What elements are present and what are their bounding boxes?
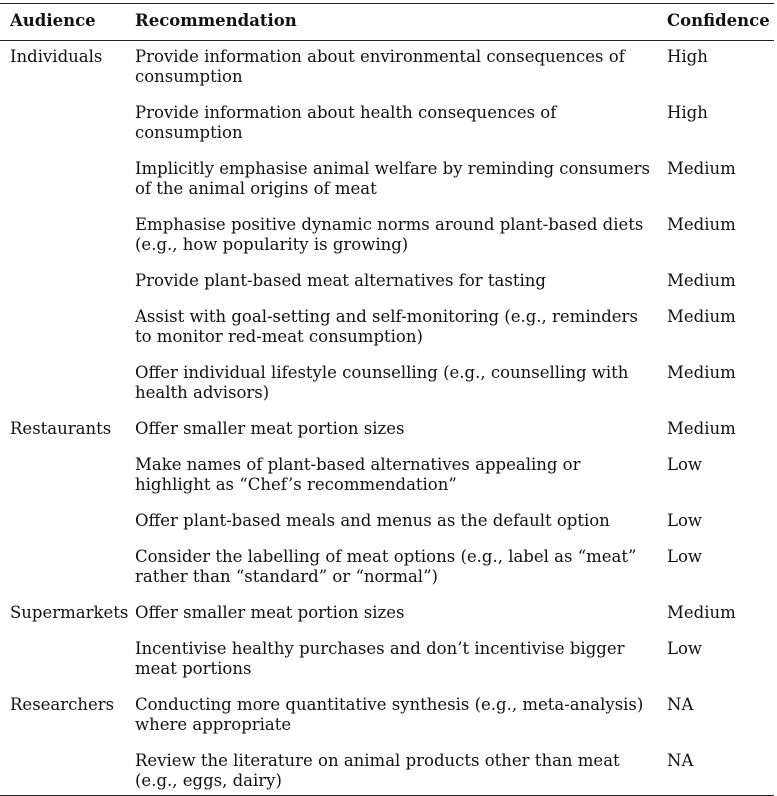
audience-cell — [0, 539, 124, 595]
confidence-cell: Medium — [667, 603, 736, 622]
recommendation-cell: Make names of plant-based alternatives appealing or highlight as “Chef’s recommendation” — [135, 455, 581, 494]
table-row — [0, 503, 774, 539]
audience-cell — [0, 355, 124, 411]
header-row — [0, 4, 774, 41]
confidence-cell: High — [667, 47, 708, 66]
audience-cell — [0, 207, 124, 263]
table-row — [0, 595, 774, 631]
audience-cell: Researchers — [10, 695, 115, 714]
table-row — [0, 207, 774, 263]
recommendation-cell: Offer smaller meat portion sizes — [135, 603, 405, 622]
recommendation-cell: Implicitly emphasise animal welfare by reminding consumers of the animal origins of meat — [135, 159, 650, 198]
audience-cell — [0, 151, 124, 207]
recommendation-cell: Review the literature on animal products other than meat (e.g., eggs, dairy) — [135, 751, 620, 790]
confidence-cell: High — [667, 103, 708, 122]
confidence-cell: Medium — [667, 215, 736, 234]
header-audience: Audience — [10, 11, 96, 30]
confidence-cell: NA — [667, 751, 694, 770]
confidence-cell: Medium — [667, 307, 736, 326]
recommendation-cell: Offer smaller meat portion sizes — [135, 419, 405, 438]
audience-cell — [0, 263, 124, 299]
table-row — [0, 95, 774, 151]
table-row — [0, 263, 774, 299]
table-header — [0, 4, 774, 41]
recommendation-cell: Offer individual lifestyle counselling (e.g., counselling with health advisors) — [135, 363, 629, 402]
table-row — [0, 41, 774, 96]
confidence-cell: Low — [667, 547, 703, 566]
table-row — [0, 299, 774, 355]
table-body — [0, 41, 774, 796]
audience-cell: Restaurants — [10, 419, 112, 438]
header-recommendation: Recommendation — [135, 11, 297, 30]
table-row — [0, 151, 774, 207]
table-row — [0, 355, 774, 411]
recommendation-cell: Incentivise healthy purchases and don’t incentivise bigger meat portions — [135, 639, 625, 678]
audience-cell: Supermarkets — [10, 603, 129, 622]
table-row — [0, 631, 774, 687]
header-confidence: Confidence — [667, 11, 770, 30]
confidence-cell: Medium — [667, 271, 736, 290]
recommendation-cell: Provide plant-based meat alternatives for tasting — [135, 271, 546, 290]
audience-cell — [0, 743, 124, 796]
confidence-cell: Medium — [667, 419, 736, 438]
recommendation-cell: Provide information about health consequences of consumption — [135, 103, 557, 142]
recommendation-cell: Consider the labelling of meat options (e.g., label as “meat” rather than “standard” or “normal”) — [135, 547, 637, 586]
recommendations-table — [0, 3, 774, 796]
confidence-cell: Low — [667, 639, 703, 658]
audience-cell — [0, 503, 124, 539]
table-row — [0, 687, 774, 743]
recommendation-cell: Assist with goal-setting and self-monitoring (e.g., reminders to monitor red-meat consumption) — [135, 307, 638, 346]
confidence-cell: Medium — [667, 363, 736, 382]
audience-cell — [0, 447, 124, 503]
recommendation-cell: Offer plant-based meals and menus as the default option — [135, 511, 610, 530]
confidence-cell: NA — [667, 695, 694, 714]
table-row — [0, 539, 774, 595]
confidence-cell: Low — [667, 511, 703, 530]
table-row — [0, 447, 774, 503]
table-row — [0, 411, 774, 447]
recommendation-cell: Emphasise positive dynamic norms around plant-based diets (e.g., how popularity is growing) — [135, 215, 644, 254]
audience-cell: Individuals — [10, 47, 103, 66]
audience-cell — [0, 95, 124, 151]
audience-cell — [0, 299, 124, 355]
confidence-cell: Low — [667, 455, 703, 474]
table-row — [0, 743, 774, 796]
confidence-cell: Medium — [667, 159, 736, 178]
recommendation-cell: Conducting more quantitative synthesis (e.g., meta-analysis) where appropriate — [135, 695, 644, 734]
recommendation-cell: Provide information about environmental consequences of consumption — [135, 47, 625, 86]
audience-cell — [0, 631, 124, 687]
